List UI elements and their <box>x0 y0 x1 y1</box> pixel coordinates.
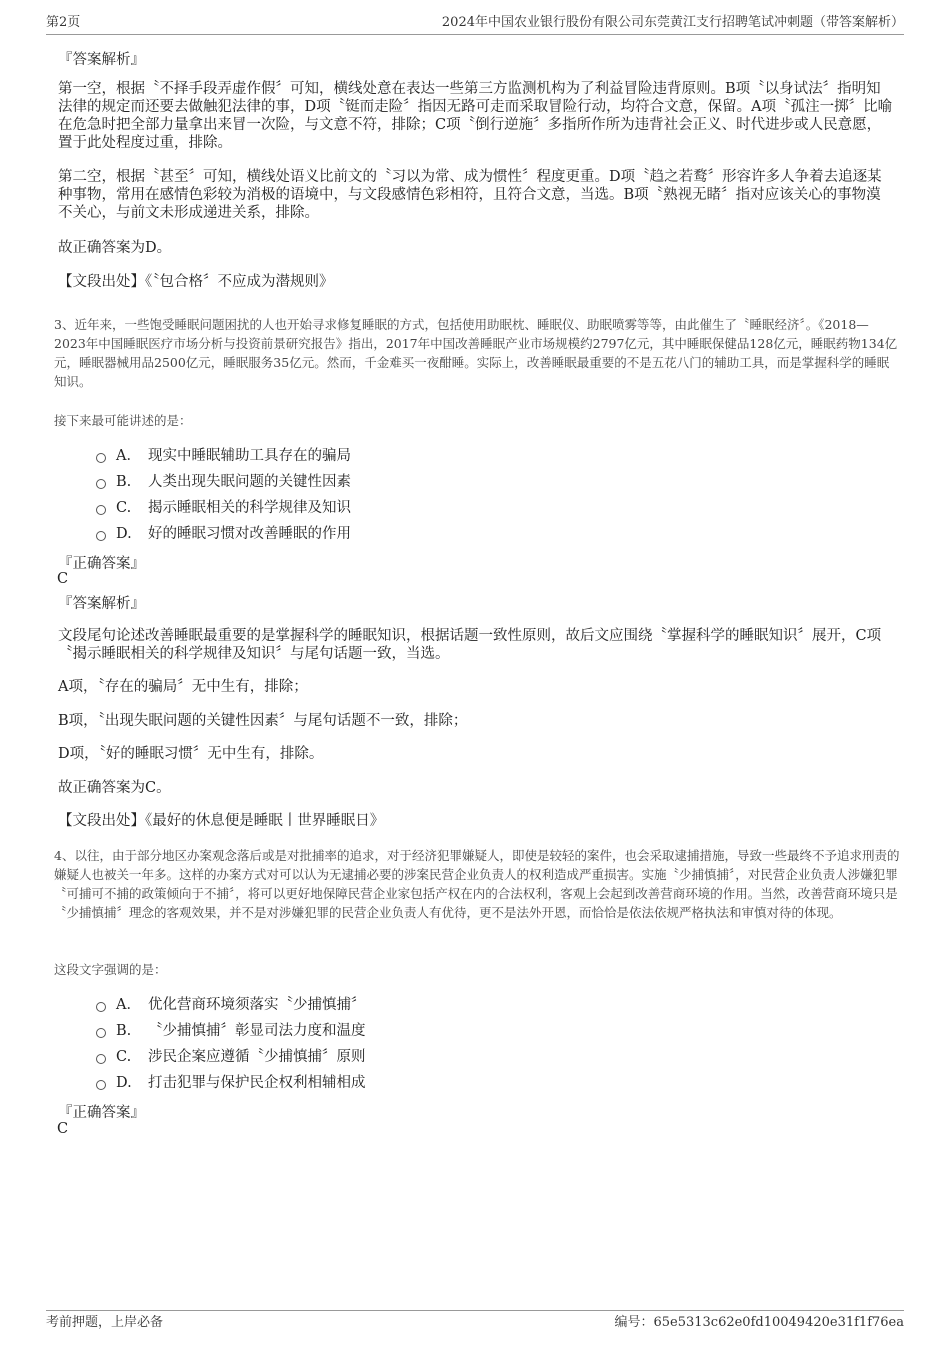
option-key: A． <box>116 448 141 464</box>
analysis-paragraph: 第一空，根据〝不择手段弄虚作假〞可知，横线处意在表达一些第三方监测机构为了利益冒险违背原则。B项〝以身试法〞指明知法律的规定而还要去做触犯法律的事，D项〝铤而走险〞指因无路可走而采取冒险行动，均符合文意，保留。A项〝孤注一掷〞比喻在危急时把全部力量拿出来冒一次险，与文意不符，排除；C项〝倒行逆施〞多指所作所为违背社会正义、时代进步或人民意愿，置于此处程度过重，排除。 <box>58 81 893 151</box>
answer-label: 『正确答案』 <box>58 1105 145 1121</box>
radio-icon[interactable] <box>96 531 106 541</box>
option-b[interactable] <box>96 1021 366 1041</box>
analysis-label: 『答案解析』 <box>58 52 145 68</box>
answer-label: 『正确答案』 <box>58 556 145 572</box>
radio-icon[interactable] <box>96 1002 106 1012</box>
option-a[interactable] <box>96 995 366 1015</box>
analysis-paragraph: A项，〝存在的骗局〞无中生有，排除； <box>58 679 308 695</box>
option-key: D. <box>116 526 132 542</box>
option-text: 好的睡眠习惯对改善睡眠的作用 <box>148 526 351 542</box>
radio-icon[interactable] <box>96 1054 106 1064</box>
analysis-label: 『答案解析』 <box>58 596 145 612</box>
radio-icon[interactable] <box>96 1080 106 1090</box>
option-key: A． <box>116 997 141 1013</box>
analysis-paragraph: 文段尾句论述改善睡眠最重要的是掌握科学的睡眠知识，根据话题一致性原则，故后文应围绕〝掌握科学的睡眠知识〞展开，C项〝揭示睡眠相关的科学规律及知识〞与尾句话题一致，当选。 <box>58 628 882 662</box>
analysis-paragraph: B项，〝出现失眠问题的关键性因素〞与尾句话题不一致，排除； <box>58 713 468 729</box>
analysis-conclusion: 故正确答案为C。 <box>58 780 171 796</box>
option-key: C. <box>116 1049 132 1065</box>
page-number: 第2页 <box>46 15 81 30</box>
question-prompt: 这段文字强调的是： <box>54 962 167 977</box>
option-a[interactable] <box>96 446 351 466</box>
option-c[interactable] <box>96 498 351 518</box>
source-citation: 【文段出处】《最好的休息便是睡眠丨世界睡眠日》 <box>58 813 385 829</box>
option-text: 〝少捕慎捕〞彰显司法力度和温度 <box>148 1023 366 1039</box>
question-stem: 4、以往，由于部分地区办案观念落后或是对批捕率的追求，对于经济犯罪嫌疑人，即使是较轻的案件，也会采取逮捕措施，导致一些最终不予追求刑责的嫌疑人也被关一年多。这样的办案方式对可以认为无逮捕必要的涉案民营企业负责人的权利造成严重损害。实施〝少捕慎捕〞，对民营企业负责人涉嫌犯罪〝可捕可不捕的政策倾向于不捕〞，将可以更好地保障民营企业家包括产权在内的合法权利，客观上会起到改善营商环境的作用。当然，改善营商环境只是〝少捕慎捕〞理念的客观效果，并不是对涉嫌犯罪的民营企业负责人有优待，更不是法外开恩，而恰恰是依法依规严格执法和审慎对待的体现。 <box>54 848 900 920</box>
page-footer <box>46 1310 904 1336</box>
correct-answer: C <box>57 1121 69 1137</box>
option-key: B. <box>116 474 132 490</box>
source-citation: 【文段出处】《〝包合格〞不应成为潜规则》 <box>58 274 334 290</box>
analysis-paragraph: 第二空，根据〝甚至〞可知，横线处语义比前文的〝习以为常、成为惯性〞程度更重。D项〝趋之若鹜〞形容许多人争着去追逐某种事物，常用在感情色彩较为消极的语境中，与文段感情色彩相符，且符合文意，当选。B项〝熟视无睹〞指对应该关心的事物漠不关心，与前文未形成递进关系，排除。 <box>58 169 882 221</box>
option-key: C. <box>116 500 132 516</box>
option-text: 涉民企案应遵循〝少捕慎捕〞原则 <box>148 1049 366 1065</box>
option-text: 人类出现失眠问题的关键性因素 <box>148 474 351 490</box>
option-c[interactable] <box>96 1047 366 1067</box>
document-title: 2024年中国农业银行股份有限公司东莞黄江支行招聘笔试冲刺题（带答案解析） <box>441 15 904 30</box>
document-id: 编号：65e5313c62e0fd10049420e31f1f76ea <box>614 1315 904 1330</box>
analysis-paragraph: D项，〝好的睡眠习惯〞无中生有，排除。 <box>58 746 324 762</box>
option-d[interactable] <box>96 1073 366 1093</box>
radio-icon[interactable] <box>96 1028 106 1038</box>
option-d[interactable] <box>96 524 351 544</box>
option-text: 现实中睡眠辅助工具存在的骗局 <box>148 448 351 464</box>
footer-slogan: 考前押题，上岸必备 <box>46 1315 164 1330</box>
page-header <box>46 14 904 35</box>
option-key: B. <box>116 1023 132 1039</box>
option-text: 优化营商环境须落实〝少捕慎捕〞 <box>148 997 366 1013</box>
option-text: 打击犯罪与保护民企权利相辅相成 <box>148 1075 366 1091</box>
radio-icon[interactable] <box>96 505 106 515</box>
option-text: 揭示睡眠相关的科学规律及知识 <box>148 500 351 516</box>
radio-icon[interactable] <box>96 479 106 489</box>
option-key: D. <box>116 1075 132 1091</box>
radio-icon[interactable] <box>96 453 106 463</box>
option-b[interactable] <box>96 472 351 492</box>
question-prompt: 接下来最可能讲述的是： <box>54 413 192 428</box>
analysis-conclusion: 故正确答案为D。 <box>58 240 172 256</box>
question-stem: 3、近年来，一些饱受睡眠问题困扰的人也开始寻求修复睡眠的方式，包括使用助眠枕、睡眠仪、助眠喷雾等等，由此催生了〝睡眠经济〞。《2018—2023年中国睡眠医疗市场分析与投资前景研究报告》指出，2017年中国改善睡眠产业市场规模约2797亿元，其中睡眠保健品128亿元，睡眠药物134亿元，睡眠器械用品2500亿元，睡眠服务35亿元。然而，千金难买一夜酣睡。实际上，改善睡眠最重要的不是五花八门的辅助工具，而是掌握科学的睡眠知识。 <box>54 317 898 389</box>
correct-answer: C <box>57 571 69 587</box>
